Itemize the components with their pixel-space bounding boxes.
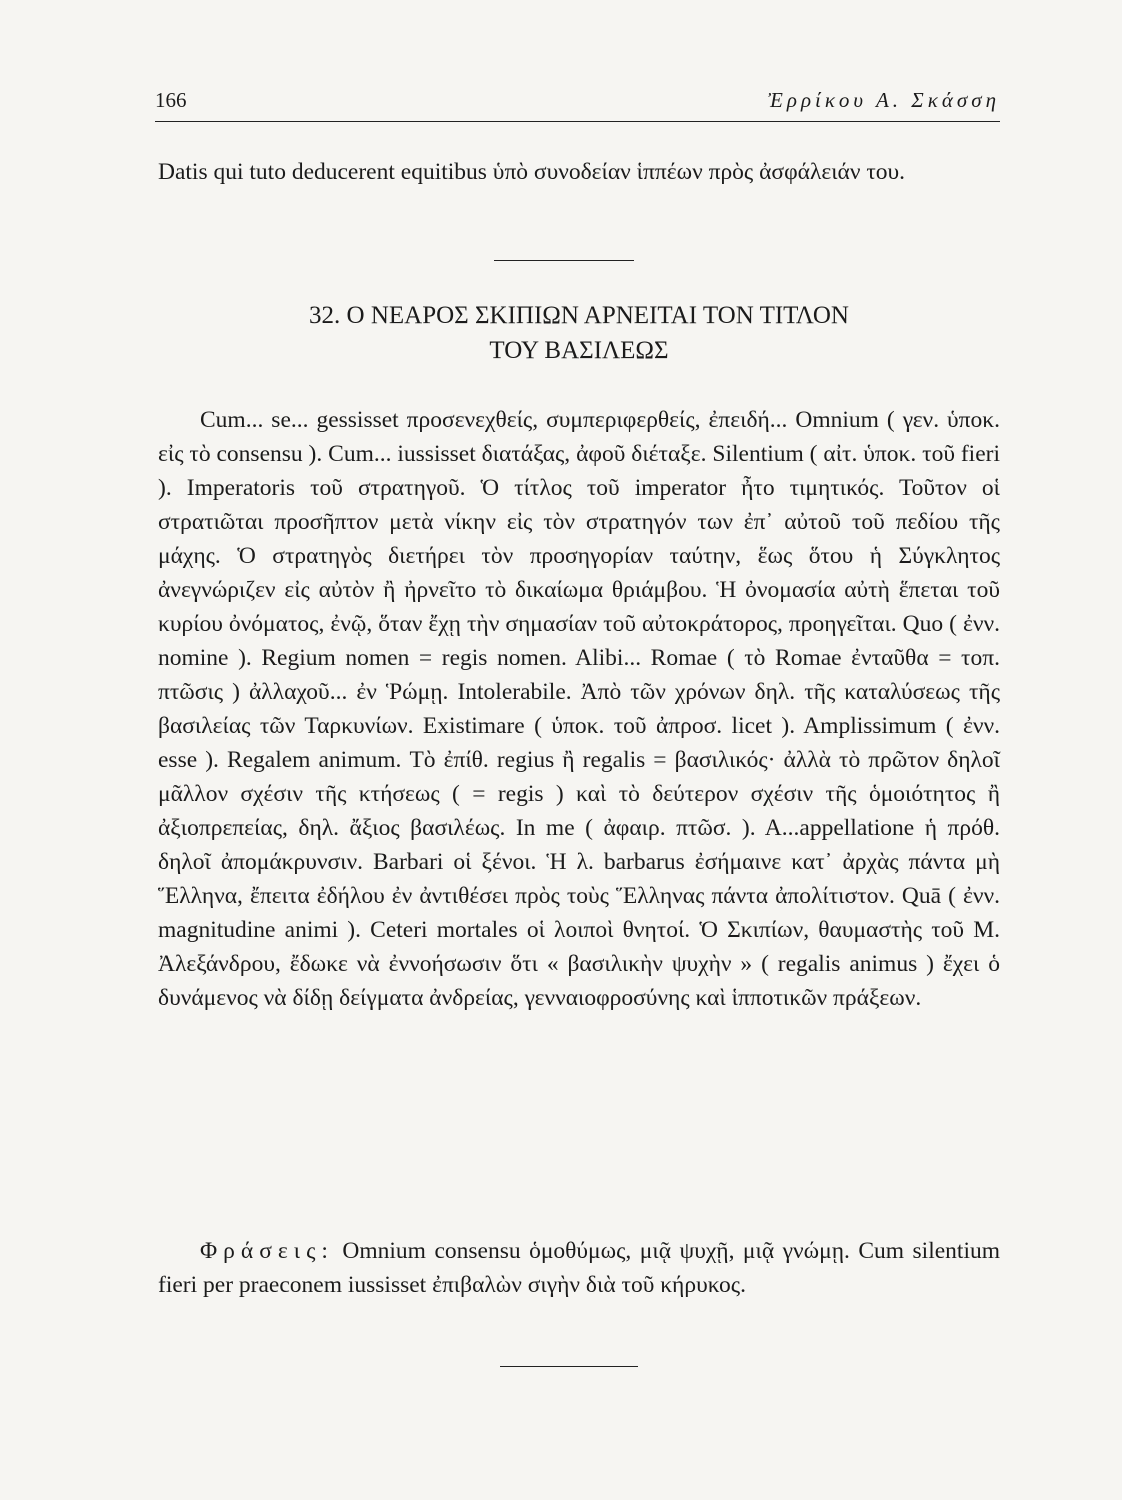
section-title-line-1: 32. Ο ΝΕΑΡΟΣ ΣΚΙΠΙΩΝ ΑΡΝΕΙΤΑΙ ΤΟΝ ΤΙΤΛΟΝ (309, 302, 849, 329)
phrases-text: Omnium consensu ὁμοθύμως, μιᾷ ψυχῇ, μιᾷ γνώμῃ. Cum silentium fieri per praeconem iussisset ἐπιβαλὼν σιγὴν διὰ τοῦ κήρυκος. (158, 1238, 1000, 1298)
header-rule (155, 121, 1000, 122)
section-separator-bottom (500, 1366, 638, 1367)
page-header (155, 88, 1000, 118)
section-separator-top (494, 260, 634, 261)
section-title (158, 298, 1000, 368)
page-number: 166 (155, 88, 187, 112)
intro-paragraph: Datis qui tuto deducerent equitibus ὑπὸ συνοδείαν ἱππέων πρὸς ἀσφάλειάν του. (158, 159, 906, 185)
phrases-paragraph (158, 1234, 1000, 1302)
section-title-line-2: ΤΟΥ ΒΑΣΙΛΕΩΣ (489, 337, 669, 364)
running-head: Ἐρρίκου Α. Σκάσση (767, 88, 1000, 112)
commentary-paragraph: Cum... se... gessisset προσενεχθείς, συμπεριφερθείς, ἐπειδή... Omnium ( γεν. ὑποκ. εἰς τὸ consensu ). Cum... iussisset διατάξας, ἀφοῦ διέταξε. Silentium ( αἰτ. ὑποκ. τοῦ fieri ). Imperatoris τοῦ στρατηγοῦ. Ὁ τίτλος τοῦ imperator ἦτο τιμητικός. Τοῦτον οἱ στρατιῶται προσῆπτον μετὰ νίκην εἰς τὸν στρατηγόν των ἐπ᾽ αὐτοῦ τοῦ πεδίου τῆς μάχης. Ὁ στρατηγὸς διετήρει τὸν προσηγορίαν ταύτην, ἕως ὅτου ἡ Σύγκλητος ἀνεγνώριζεν εἰς αὐτὸν ἢ ἠρνεῖτο τὸ δικαίωμα θριάμβου. Ἡ ὀνομασία αὐτὴ ἕπεται τοῦ κυρίου ὀνόματος, ἐνῷ, ὅταν ἔχῃ τὴν σημασίαν τοῦ αὐτοκράτορος, προηγεῖται. Quo ( ἐνν. nomine ). Regium nomen = regis nomen. Alibi... Romae ( τὸ Romae ἐνταῦθα = τοπ. πτῶσις ) ἀλλαχοῦ... ἐν Ῥώμῃ. Intolerabile. Ἀπὸ τῶν χρόνων δηλ. τῆς καταλύσεως τῆς βασιλείας τῶν Ταρκυνίων. Existimare ( ὑποκ. τοῦ ἀπροσ. licet ). Amplissimum ( ἐνν. esse ). Regalem animum. Τὸ ἐπίθ. regius ἢ regalis = βασιλικός· ἀλλὰ τὸ πρῶτον δηλοῖ μᾶλλον σχέσιν τῆς κτήσεως ( = regis ) καὶ τὸ δεύτερον σχέσιν τῆς ὁμοιότητος ἢ ἀξιοπρεπείας, δηλ. ἄξιος βασιλέως. In me ( ἀφαιρ. πτῶσ. ). A...appellatione ἡ πρόθ. δηλοῖ ἀπομάκρυνσιν. Barbari οἱ ξένοι. Ἡ λ. barbarus ἐσήμαινε κατ᾽ ἀρχὰς πάντα μὴ Ἕλληνα, ἔπειτα ἐδήλου ἐν ἀντιθέσει πρὸς τοὺς Ἕλληνας πάντα ἀπολίτιστον. Quā ( ἐνν. magnitudine animi ). Ceteri mortales οἱ λοιποὶ θνητοί. Ὁ Σκιπίων, θαυμαστὴς τοῦ Μ. Ἀλεξάνδρου, ἔδωκε νὰ ἐννοήσωσιν ὅτι « βασιλικὴν ψυχὴν » ( regalis animus ) ἔχει ὁ δυνάμενος νὰ δίδῃ δείγματα ἀνδρείας, γενναιοφροσύνης καὶ ἱπποτικῶν πράξεων. (158, 407, 1000, 1011)
phrases-label: Φράσεις: (200, 1238, 334, 1264)
